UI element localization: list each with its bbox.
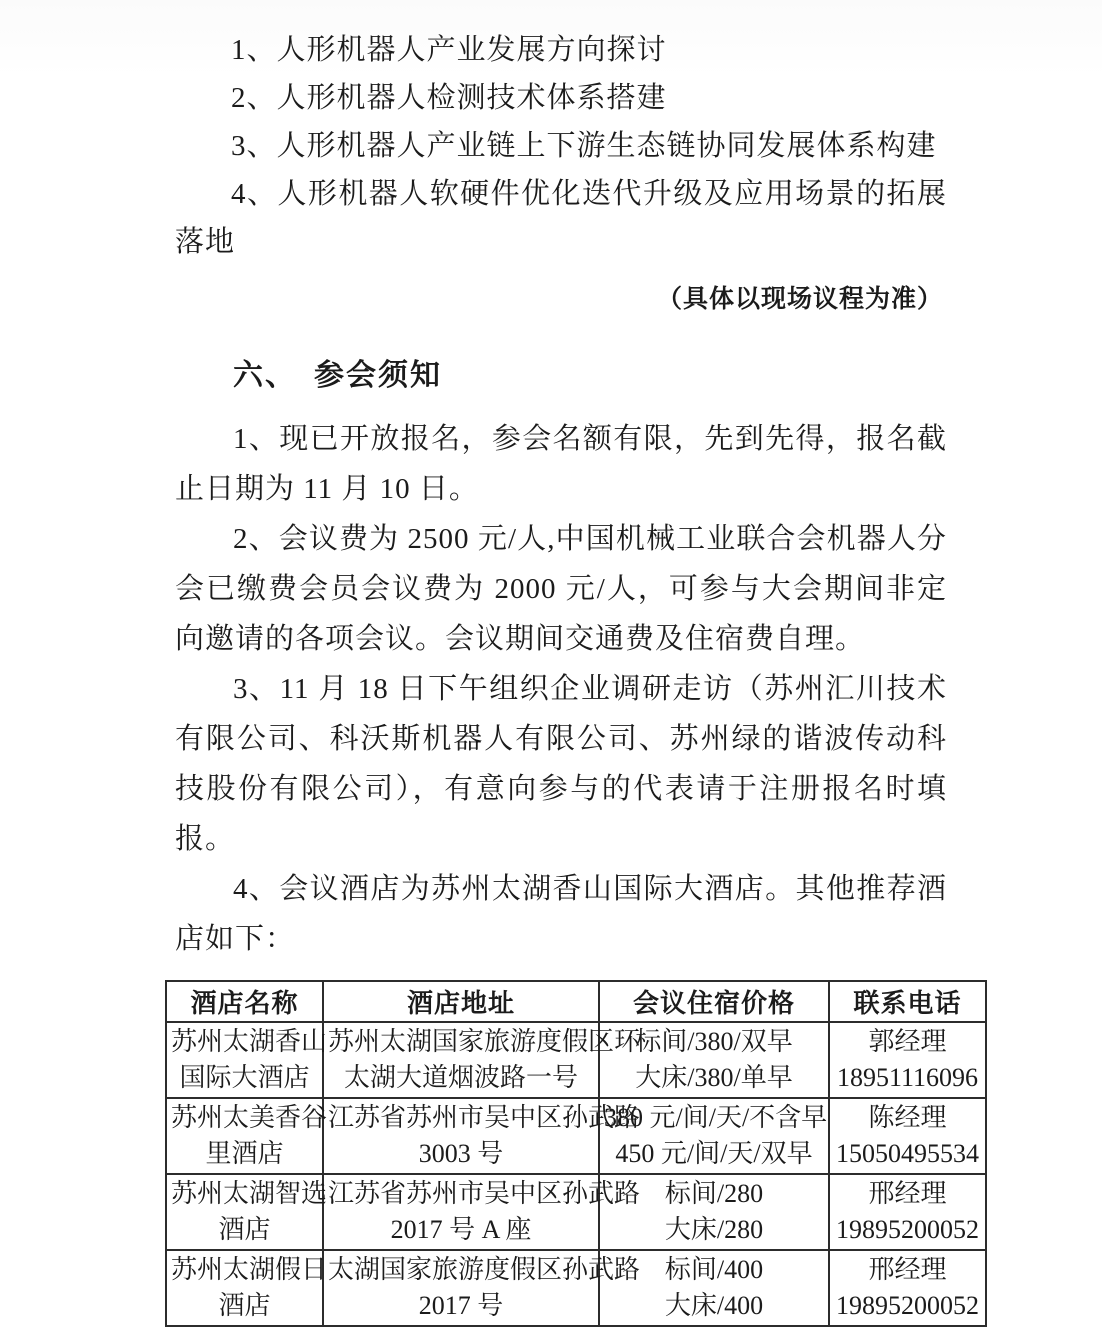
cell-line: 大床/380/单早 xyxy=(635,1063,793,1092)
cell-line: 苏州太美香谷 xyxy=(171,1103,328,1132)
hotel-price-cell xyxy=(599,1098,829,1174)
cell-line: 大床/280 xyxy=(664,1215,764,1244)
cell-line: 酒店 xyxy=(218,1215,271,1244)
hotel-address-cell xyxy=(323,1174,641,1250)
hotel-name-cell xyxy=(166,1022,328,1098)
cell-line: 苏州太湖国家旅游度假区环 xyxy=(328,1027,641,1056)
cell-line: 江苏省苏州市吴中区孙武路 xyxy=(328,1179,641,1208)
cell-line: 2017 号 xyxy=(418,1291,504,1320)
hotel-phone-cell xyxy=(829,1098,986,1174)
cell-line: 里酒店 xyxy=(205,1139,284,1168)
hotel-address-cell xyxy=(323,1250,641,1326)
cell-line: 标间/400 xyxy=(664,1255,764,1284)
cell-line: 15050495534 xyxy=(836,1139,979,1168)
notice-paragraph: 2、会议费为 2500 元/人,中国机械工业联合会机器人分会已缴费会员会议费为 2000 元/人，可参与大会期间非定向邀请的各项会议。会议期间交通费及住宿费自理。 xyxy=(175,523,947,655)
table-row xyxy=(166,1174,986,1250)
cell-line: 苏州太湖假日 xyxy=(171,1255,328,1284)
hotel-name-cell xyxy=(166,1174,328,1250)
table-row xyxy=(166,1250,986,1326)
cell-line: 陈经理 xyxy=(868,1103,947,1132)
hotel-phone-cell xyxy=(829,1250,986,1326)
cell-line: 2017 号 A 座 xyxy=(390,1215,532,1244)
cell-line: 19895200052 xyxy=(836,1215,979,1244)
hotel-table xyxy=(165,980,987,1327)
cell-line: 3003 号 xyxy=(418,1139,504,1168)
hotel-table-header-price: 会议住宿价格 xyxy=(599,981,829,1022)
agenda-item: 4、人形机器人软硬件优化迭代升级及应用场景的拓展落地 xyxy=(175,178,947,258)
hotel-name-cell xyxy=(166,1250,328,1326)
agenda-item: 2、人形机器人检测技术体系搭建 xyxy=(231,82,667,114)
agenda-item: 3、人形机器人产业链上下游生态链协同发展体系构建 xyxy=(231,130,937,162)
cell-line: 邢经理 xyxy=(868,1255,947,1284)
cell-line: 450 元/间/天/双早 xyxy=(615,1139,813,1168)
table-row xyxy=(166,1022,986,1098)
agenda-item: 1、人形机器人产业发展方向探讨 xyxy=(231,34,667,66)
cell-line: 标间/380/双早 xyxy=(635,1027,793,1056)
agenda-note: （具体以现场议程为准） xyxy=(656,286,943,313)
cell-line: 郭经理 xyxy=(868,1027,947,1056)
cell-line: 大床/400 xyxy=(664,1291,764,1320)
cell-line: 标间/280 xyxy=(664,1179,764,1208)
cell-line: 江苏省苏州市吴中区孙武路 xyxy=(328,1103,641,1132)
hotel-table-header-name: 酒店名称 xyxy=(166,981,323,1022)
hotel-address-cell xyxy=(323,1098,641,1174)
hotel-phone-cell xyxy=(829,1022,986,1098)
hotel-table-header-phone: 联系电话 xyxy=(829,981,986,1022)
hotel-name-cell xyxy=(166,1098,328,1174)
cell-line: 邢经理 xyxy=(868,1179,947,1208)
cell-line: 酒店 xyxy=(218,1291,271,1320)
cell-line: 苏州太湖香山 xyxy=(171,1027,328,1056)
cell-line: 太湖大道烟波路一号 xyxy=(343,1063,578,1092)
cell-line: 19895200052 xyxy=(836,1291,979,1320)
cell-line: 苏州太湖智选 xyxy=(171,1179,328,1208)
notice-paragraph: 3、11 月 18 日下午组织企业调研走访（苏州汇川技术有限公司、科沃斯机器人有限公司、苏州绿的谐波传动科技股份有限公司），有意向参与的代表请于注册报名时填报。 xyxy=(175,673,947,855)
notice-paragraph: 1、现已开放报名，参会名额有限，先到先得，报名截止日期为 11 月 10 日。 xyxy=(175,423,947,505)
section-heading: 六、 参会须知 xyxy=(233,359,442,392)
hotel-phone-cell xyxy=(829,1174,986,1250)
table-row xyxy=(166,1098,986,1174)
hotel-table-header-row xyxy=(166,981,986,1022)
hotel-table-header-address: 酒店地址 xyxy=(323,981,599,1022)
cell-line: 18951116096 xyxy=(836,1063,979,1092)
hotel-address-cell xyxy=(323,1022,641,1098)
agenda-list xyxy=(175,26,947,266)
cell-line: 太湖国家旅游度假区孙武路 xyxy=(328,1255,641,1284)
cell-line: 380 元/间/天/不含早 xyxy=(604,1103,828,1132)
document-content xyxy=(171,26,979,1327)
notice-paragraph: 4、会议酒店为苏州太湖香山国际大酒店。其他推荐酒店如下： xyxy=(175,873,947,955)
cell-line: 国际大酒店 xyxy=(179,1063,310,1092)
